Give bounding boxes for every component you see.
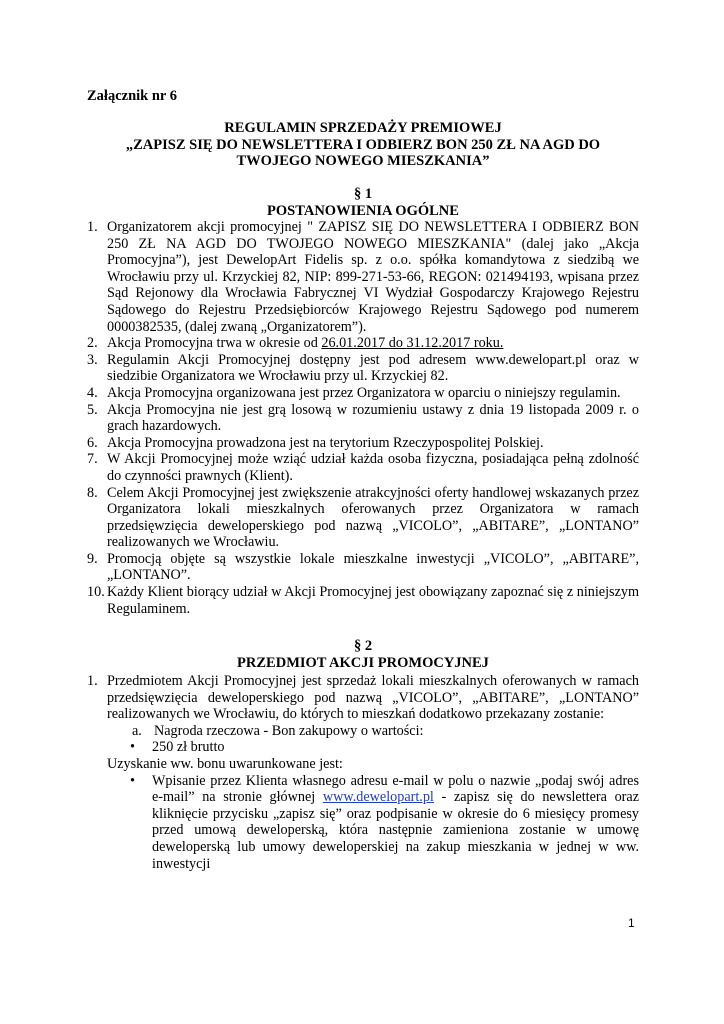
list-item: 10. Każdy Klient biorący udział w Akcji Promocyjnej jest obowiązany zapoznać się z niniejszym Regulaminem. (87, 584, 639, 617)
section-1-header (87, 186, 639, 219)
section-1-number: § 1 (353, 186, 373, 202)
section-2-heading: PRZEDMIOT AKCJI PROMOCYJNEJ (237, 654, 489, 671)
document-title (87, 120, 639, 170)
condition-text: Uzyskanie ww. bonu uwarunkowane jest: (107, 755, 343, 772)
list-item: 7. W Akcji Promocyjnej może wziąć udział każda osoba fizyczna, posiadająca pełną zdolność do czynności prawnych (Klient). (87, 451, 639, 484)
sub-item-a: a. Nagroda rzeczowa - Bon zakupowy o wartości: (132, 722, 424, 739)
title-line-1: REGULAMIN SPRZEDAŻY PREMIOWEJ (224, 120, 502, 136)
section-2-header (87, 638, 639, 671)
list-item: 9. Promocją objęte są wszystkie lokale mieszkalne inwestycji „VICOLO”, „ABITARE”, „LONTANO”. (87, 550, 639, 584)
section-2-number: § 2 (353, 638, 373, 654)
website-link[interactable]: www.dewelopart.pl (322, 789, 434, 806)
list-item: 4. Akcja Promocyjna organizowana jest przez Organizatora w oparciu o niniejszy regulamin. (87, 384, 621, 401)
list-item: 1. Organizatorem akcji promocyjnej " ZAPISZ SIĘ DO NEWSLETTERA I ODBIERZ BON 250 ZŁ NA AGD DO TWOJEGO NOWEGO MIESZKANIA" (dalej jako „Akcja Promocyjna”), jest DewelopArt Fidelis sp. z o.o. spółka komandytowa z siedzibą we Wrocławiu przy ul. Krzyckiej 82, NIP: 899-271-53-66, REGON: 021494193, wpisana przez Sąd Rejonowy dla Wrocławia Fabrycznej VI Wydział Gospodarczy Krajowego Rejestru Sądowego do Rejestru Przedsiębiorców Krajowego Rejestru Sądowego pod numerem 0000382535, (dalej zwaną „Organizatorem”). (87, 219, 639, 335)
title-line-2: „ZAPISZ SIĘ DO NEWSLETTERA I ODBIERZ BON 250 ZŁ NA AGD DO (125, 136, 601, 153)
list-item: 1. Przedmiotem Akcji Promocyjnej jest sprzedaż lokali mieszkalnych oferowanych w ramach przedsięwzięcia deweloperskiego pod nazwą „VICOLO”, „ABITARE”, „LONTANO” realizowanych we Wrocławiu, do których to mieszkań dodatkowo przekazany zostanie: (87, 673, 639, 723)
section-2-list (87, 673, 639, 872)
bullet-item: • Wpisanie przez Klienta własnego adresu e-mail w polu o nazwie „podaj swój adres e-mail” na stronie głównej www.dewelopart.pl - zapisz się do newslettera oraz kliknięcie przycisku „zapisz się” oraz podpisanie w okresie do 6 miesięcy promesy przed umową deweloperską, która następnie zamieniona zostanie w umowę deweloperską lub umowy deweloperskiej na zakup mieszkania w jednej w ww. inwestycji (130, 772, 639, 872)
list-item: 5. Akcja Promocyjna nie jest grą losową w rozumieniu ustawy z dnia 19 listopada 2009 r. o grach hazardowych. (87, 401, 639, 435)
attachment-label: Załącznik nr 6 (87, 88, 177, 104)
bullet-icon: • (130, 772, 135, 789)
list-item: 2. Akcja Promocyjna trwa w okresie od 26.01.2017 do 31.12.2017 roku. (87, 335, 504, 352)
list-item: 8. Celem Akcji Promocyjnej jest zwiększenie atrakcyjności oferty handlowej wskazanych przez Organizatora lokali mieszkalnych oferowanych przez Organizatora w ramach przedsięwzięcia deweloperskiego pod nazwą „VICOLO”, „ABITARE”, „LONTANO” realizowanych we Wrocławiu. (87, 484, 639, 551)
section-1-list (87, 219, 639, 617)
promotion-dates: 26.01.2017 do 31.12.2017 roku. (321, 335, 504, 352)
list-item: 6. Akcja Promocyjna prowadzona jest na terytorium Rzeczypospolitej Polskiej. (87, 434, 544, 451)
page-number: 1 (628, 916, 635, 930)
title-line-3: TWOJEGO NOWEGO MIESZKANIA” (236, 153, 490, 169)
section-1-heading: POSTANOWIENIA OGÓLNE (267, 202, 459, 219)
bullet-icon: • (130, 739, 135, 756)
list-item: 3. Regulamin Akcji Promocyjnej dostępny jest pod adresem www.dewelopart.pl oraz w siedzibie Organizatora we Wrocławiu przy ul. Krzyckiej 82. (87, 351, 639, 385)
bullet-item: • 250 zł brutto (130, 739, 225, 756)
